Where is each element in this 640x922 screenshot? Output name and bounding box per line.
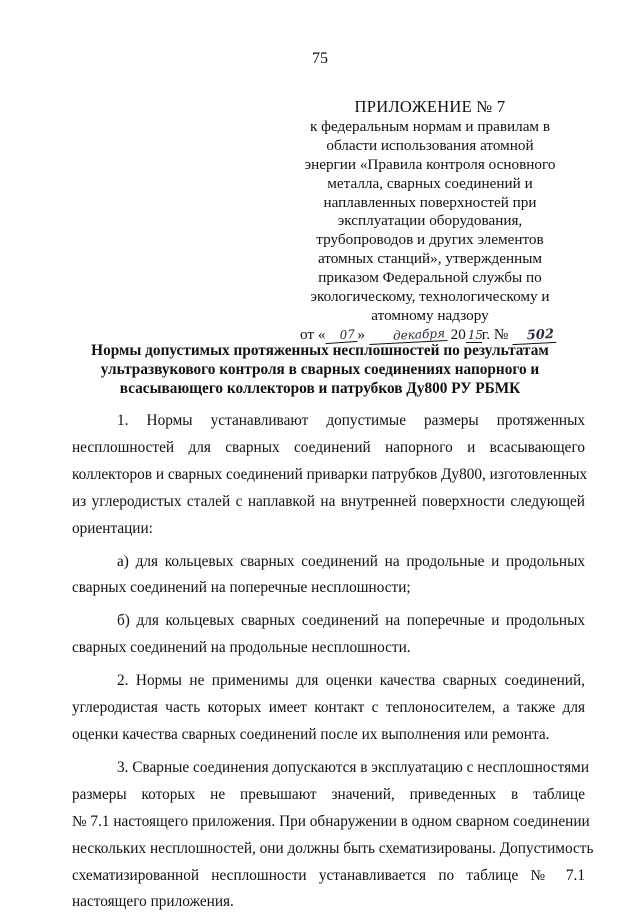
order-mid: » <box>357 325 366 343</box>
text-line: несплошностей для сварных соединений напорного и всасывающего <box>72 438 585 456</box>
handwritten-order-number: 502 <box>512 328 557 345</box>
document-title <box>60 341 580 399</box>
appendix-line: области использования атомной <box>326 136 534 154</box>
order-prefix: от « <box>300 325 326 343</box>
text-line: б) для кольцевых сварных соединений на поперечные и продольных <box>117 612 585 630</box>
text-line: сварных соединений на поперечные несплошности; <box>72 579 411 597</box>
text-line: углеродистая часть которых имеет контакт с теплоносителем, а также для <box>72 699 585 717</box>
handwritten-year: 15 <box>467 327 484 342</box>
paragraph-3 <box>72 755 594 916</box>
appendix-line: трубопроводов и других элементов <box>316 231 544 249</box>
text-line: из углеродистых сталей с наплавкой на внутренней поверхности следующей <box>72 492 585 510</box>
paragraph-1 <box>72 408 588 543</box>
handwritten-day: 07 <box>325 327 358 344</box>
paragraph-a <box>72 549 585 603</box>
title-line: Нормы допустимых протяженных несплошностей по результатам <box>91 342 549 359</box>
text-line: 3. Сварные соединения допускаются в эксплуатацию с несплошностями <box>117 758 590 776</box>
text-line: 2. Нормы не применимы для оценки качества сварных соединений, <box>117 672 585 690</box>
text-line: 1. Нормы устанавливают допустимые размеры протяженных <box>117 412 585 429</box>
title-line: ультразвукового контроля в сварных соединениях напорного и <box>100 361 540 379</box>
text-line: а) для кольцевых сварных соединений на продольные и продольных <box>117 552 585 570</box>
text-line: оценки качества сварных соединений после их выполнения или ремонта. <box>72 725 550 743</box>
appendix-line: наплавленных поверхностей при <box>323 193 537 211</box>
text-line: коллекторов и сварных соединений приварки патрубков Ду800, изготовленных <box>72 465 588 483</box>
text-line: настоящего приложения. <box>72 893 234 911</box>
appendix-block <box>300 98 560 345</box>
title-line: всасывающего коллекторов и патрубков Ду800 РУ РБМК <box>119 380 521 398</box>
text-line: размеры которых не превышают значений, приведенных в таблице <box>72 785 585 803</box>
appendix-line: атомных станций», утвержденным <box>317 250 543 268</box>
text-line: ориентации: <box>72 519 153 537</box>
appendix-line: энергии «Правила контроля основного <box>304 155 556 173</box>
appendix-line: к федеральным нормам и правилам в <box>309 117 551 135</box>
appendix-line: приказом Федеральной службы по <box>318 269 542 287</box>
text-line: схематизированной несплошности устанавливается по таблице № 7.1 <box>72 866 585 884</box>
appendix-heading: ПРИЛОЖЕНИЕ № 7 <box>354 97 506 116</box>
text-line: № 7.1 настоящего приложения. При обнаружении в одном сварном соединении <box>72 812 590 830</box>
appendix-line: металла, сварных соединений и <box>327 174 533 192</box>
order-year-suffix: г. № <box>481 325 509 343</box>
appendix-line: эксплуатации оборудования, <box>337 212 523 230</box>
appendix-line: экологическому, технологическому и <box>310 288 550 306</box>
text-line: нескольких несплошностей, они должны быть схематизированы. Допустимость <box>72 839 594 857</box>
appendix-line: атомному надзору <box>371 306 489 324</box>
order-year-prefix: 20 <box>450 325 466 343</box>
document-body <box>72 408 594 922</box>
paragraph-2 <box>72 668 585 749</box>
paragraph-b <box>72 608 585 662</box>
page-number: 75 <box>312 50 328 67</box>
handwritten-month: декабря <box>368 326 447 345</box>
text-line: сварных соединений на продольные несплошности. <box>72 639 411 657</box>
